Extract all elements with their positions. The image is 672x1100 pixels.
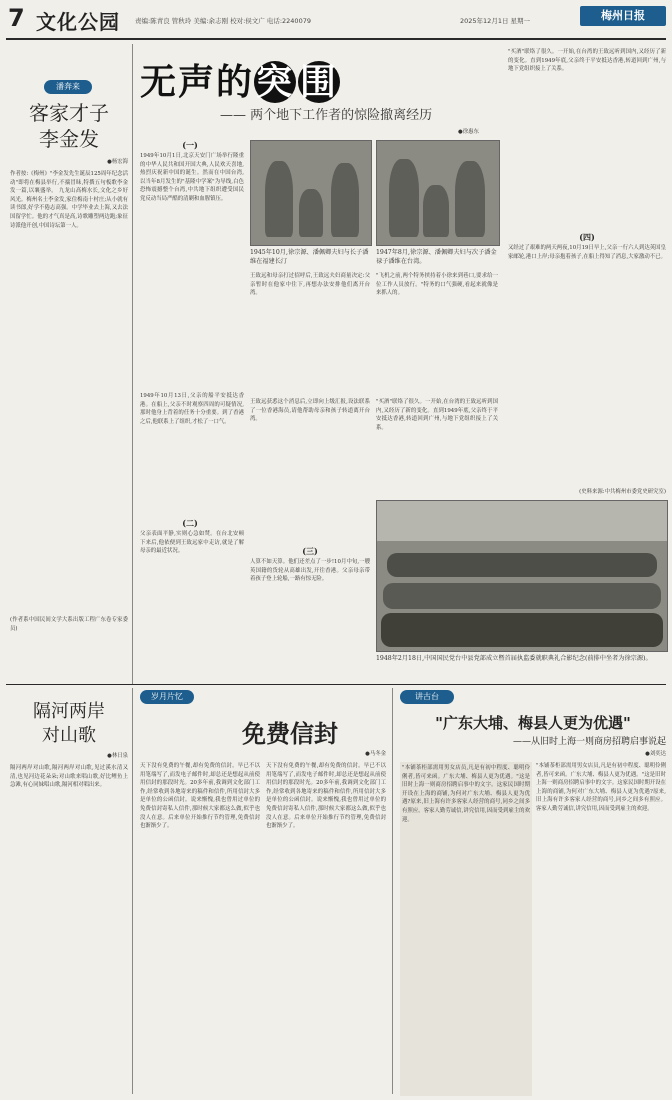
feature-body-right-2: 又经过了艰难的两天两夜,10月19日早上,父亲一行六人到达英国皇家邮轮,港口上岸;母亲抱着孩子,在船上得知了消息,大家激动不已。 [508, 245, 666, 260]
song-author: ●林日泉 [107, 753, 128, 759]
poem-footer: (作者系中国民间文学大系出版工程广东卷专家委员) [10, 617, 128, 632]
photo-caption-3: 1948年2月18日,中国国民党台中县党部成立暨首届执监委就职典礼合影纪念(前排中坐者为徐宗源)。 [376, 655, 652, 662]
section-heading-1: (一) [182, 140, 198, 150]
feature-headline [140, 54, 500, 105]
newspaper-logo: 梅州日报 [580, 6, 666, 26]
feature-body-6: 王致远获悉这个消息后,立即向上级汇报,设法联系了一位香港海员,请他帮助母亲和孩子转道离开台湾。 [250, 399, 370, 423]
photo-family-1947 [376, 140, 500, 246]
memoir-body-2: 天下没有免费的午餐,却有免费的信封。早已不以用笔端写了,而发电子邮件时,却总还是想起从前使用信封的那段时光。20多年前,我调到文化部门工作,经常收到各地寄来的稿件和信件,所用信封大多是单位的公函信封。说来惭愧,我也曾用过单位的免费信封寄私人信件,那时候大家都这么做,似乎也没人在意。后来单位开始推行节约管理,免费信封也渐渐少了。 [266, 763, 386, 830]
memoir-badge: 岁月片忆 [140, 690, 194, 704]
story-title: "广东大埔、梅县人更为优遇" [435, 714, 631, 732]
story-author: ●刘奕达 [645, 751, 666, 757]
page-number: 7 [8, 4, 25, 32]
feature-body-1: 1949年10月1日,北京天安门广场举行隆重的中华人民共和国开国大典,人民欢天喜地,热烈庆祝新中国的诞生。然而在中国台湾,以当年8月发生的"基隆中学案"为导线,白色恐怖震撼整个台湾,中共地下组织遭受国民党反动当局严酷的清剿和血腥镇压。 [140, 153, 244, 202]
bottom-left-divider [132, 688, 133, 1094]
memoir-body-1: 天下没有免费的午餐,却有免费的信封。早已不以用笔端写了,而发电子邮件时,却总还是想起从前使用信封的那段时光。20多年前,我调到文化部门工作,经常收到各地寄来的稿件和信件,所用信封大多是单位的公函信封。说来惭愧,我也曾用过单位的免费信封寄私人信件,那时候大家都这么做,似乎也没人在意。后来单位开始推行节约管理,免费信封也渐渐少了。 [140, 763, 260, 830]
feature-body-8: "买酒"联络了很久。一开始,在台湾的王致远听到国内,又经历了新的变化。直到1949年底,父亲终于平安抵达香港,转道回到广州,与地下党组织接上了关系。 [376, 399, 498, 431]
section-name: 文化公园 [36, 10, 120, 34]
feature-body-2: 1949年10月13日,父亲的船平安抵达香港。在船上,父亲不时观察四周的可疑情况,那时他身上背着的任务十分重要。到了香港之后,他联系上了组织,才松了一口气。 [140, 393, 244, 425]
song-body: 隔河两岸对山歌,隔河两岸对山歌,见过溪水清又清,也见河边花朵朵;对山歌来唱山歌,好比鲤鱼上急滩,有心同妹唱山歌,隔河相对唱出来。 [10, 765, 128, 789]
feature-title [140, 54, 500, 105]
song-title [10, 700, 128, 748]
feature-body-4: 王致远和母亲打过招呼后,王致远夫妇商量决定:父亲暂时在他家中住下,再想办法安排他们离开台湾。 [250, 273, 370, 297]
feature-author: ●徐惠东 [458, 129, 479, 135]
song-title-line2: 对山歌 [42, 725, 96, 746]
story-subtitle: ——从旧时上海一则商房招聘启事说起 [512, 737, 666, 747]
poem-author: ●杨宏海 [107, 159, 128, 165]
left-column-divider [132, 44, 133, 684]
feature-source: (史料来源:中共梅州市委党史研究室) [579, 489, 666, 495]
section-heading-2: (二) [182, 518, 198, 528]
memoir-author: ●马冬金 [365, 751, 386, 757]
photo-caption-2: 1947年8月,徐宗源、潘佩卿夫妇与次子潘金禄子潘维在台湾。 [376, 249, 497, 265]
story-body-2: "本铺茶柜部需用男女店员,凡是有初中程度、聪明伶俐者,皆可来函。广东大埔、梅县人更为优遇。"这是旧时上海一则商房招聘启事中的文字。这家民国时期开设在上海的商铺,为何对广东大埔、梅县人更为优遇?原来,旧上海有许多客家人经营的商号,同乡之间多有照应。客家人勤劳诚信,讲究信用,因而受到雇主的欢迎。 [536, 763, 666, 812]
feature-body-7: 人算不如天算。他们还差点了一步!10月中旬,一艘英国籍的货轮从高雄出发,开往香港。父亲母亲带着孩子登上轮船,一路有惊无险。 [250, 559, 370, 583]
photo-caption-1: 1945年10月,徐宗源、潘佩卿夫妇与长子潘维在福建长汀 [250, 249, 369, 265]
song-title-line1: 隔河两岸 [33, 701, 105, 722]
feature-title-circle-1: 突 [256, 61, 295, 103]
story-body-1: "本铺茶柜部需用男女店员,凡是有初中程度、聪明伶俐者,皆可来函。广东大埔、梅县人更为优遇。"这是旧时上海一则商房招聘启事中的文字。这家民国时期开设在上海的商铺,为何对广东大埔、梅县人更为优遇?原来,旧上海有许多客家人经营的商号,同乡之间多有照应。客家人勤劳诚信,讲究信用,因而受到雇主的欢迎。 [400, 762, 532, 1096]
column-badge: 潘奔来 [44, 80, 92, 94]
masthead-rule [6, 38, 666, 40]
feature-subtitle: —— 两个地下工作者的惊险撤离经历 [220, 108, 433, 123]
poem-title-line1: 客家才子 [29, 101, 109, 125]
issue-date: 2025年12月1日 星期一 [460, 17, 531, 25]
feature-title-text: 无声的 [140, 61, 255, 103]
feature-body-5: "飞机之前,两个特务挟持着小徐来到巷口,要求给一位工作人员放行。"特务的口气强硬,看起来就像是来抓人的。 [376, 273, 498, 297]
memoir-title: 免费信封 [242, 719, 338, 748]
section-divider [6, 684, 666, 685]
story-badge: 讲古台 [400, 690, 454, 704]
poem-body: 作者按:《梅州》"李金发先生诞辰125周年纪念活动"即将在梅县举行,不揣冒昧,特撰五句板歌李金发一篇,以襄盛举。 九龙山高梅水长,文化之乡好风光。梅州名士李金发,家住梅南十村庄;从小就有读书郎,好学不倦志高强。中学毕业去上海,又去法国留学忙。他的才气真是高,诗歌雕塑两边跑;象征诗派他开创,中国诗坛第一人。 [10, 171, 128, 229]
masthead [0, 0, 672, 42]
feature-title-circle-2: 围 [300, 61, 339, 103]
poem-title-line2: 李金发 [39, 127, 99, 151]
feature-body-right-1: "买酒"联络了很久。一开始,在台湾的王致远听到国内,又经历了新的变化。直到1949年底,父亲终于平安抵达香港,转道回到广州,与地下党组织接上了关系。 [508, 49, 666, 73]
photo-group-1948 [376, 500, 668, 652]
editor-credits: 责编:陈青良 管秋玲 美编:余志刚 校对:侯文广 电话:2240079 [135, 17, 311, 25]
bottom-middle-divider [392, 688, 393, 1094]
poem-title [10, 100, 128, 152]
photo-family-1945 [250, 140, 372, 246]
section-heading-4: (四) [579, 232, 595, 242]
section-heading-3: (三) [302, 546, 318, 556]
feature-body-3: 父亲表面平静,实则心急如焚。在台北安顿下来后,他依便到王致远家中走访,就是了解母亲的最近状况。 [140, 531, 244, 555]
